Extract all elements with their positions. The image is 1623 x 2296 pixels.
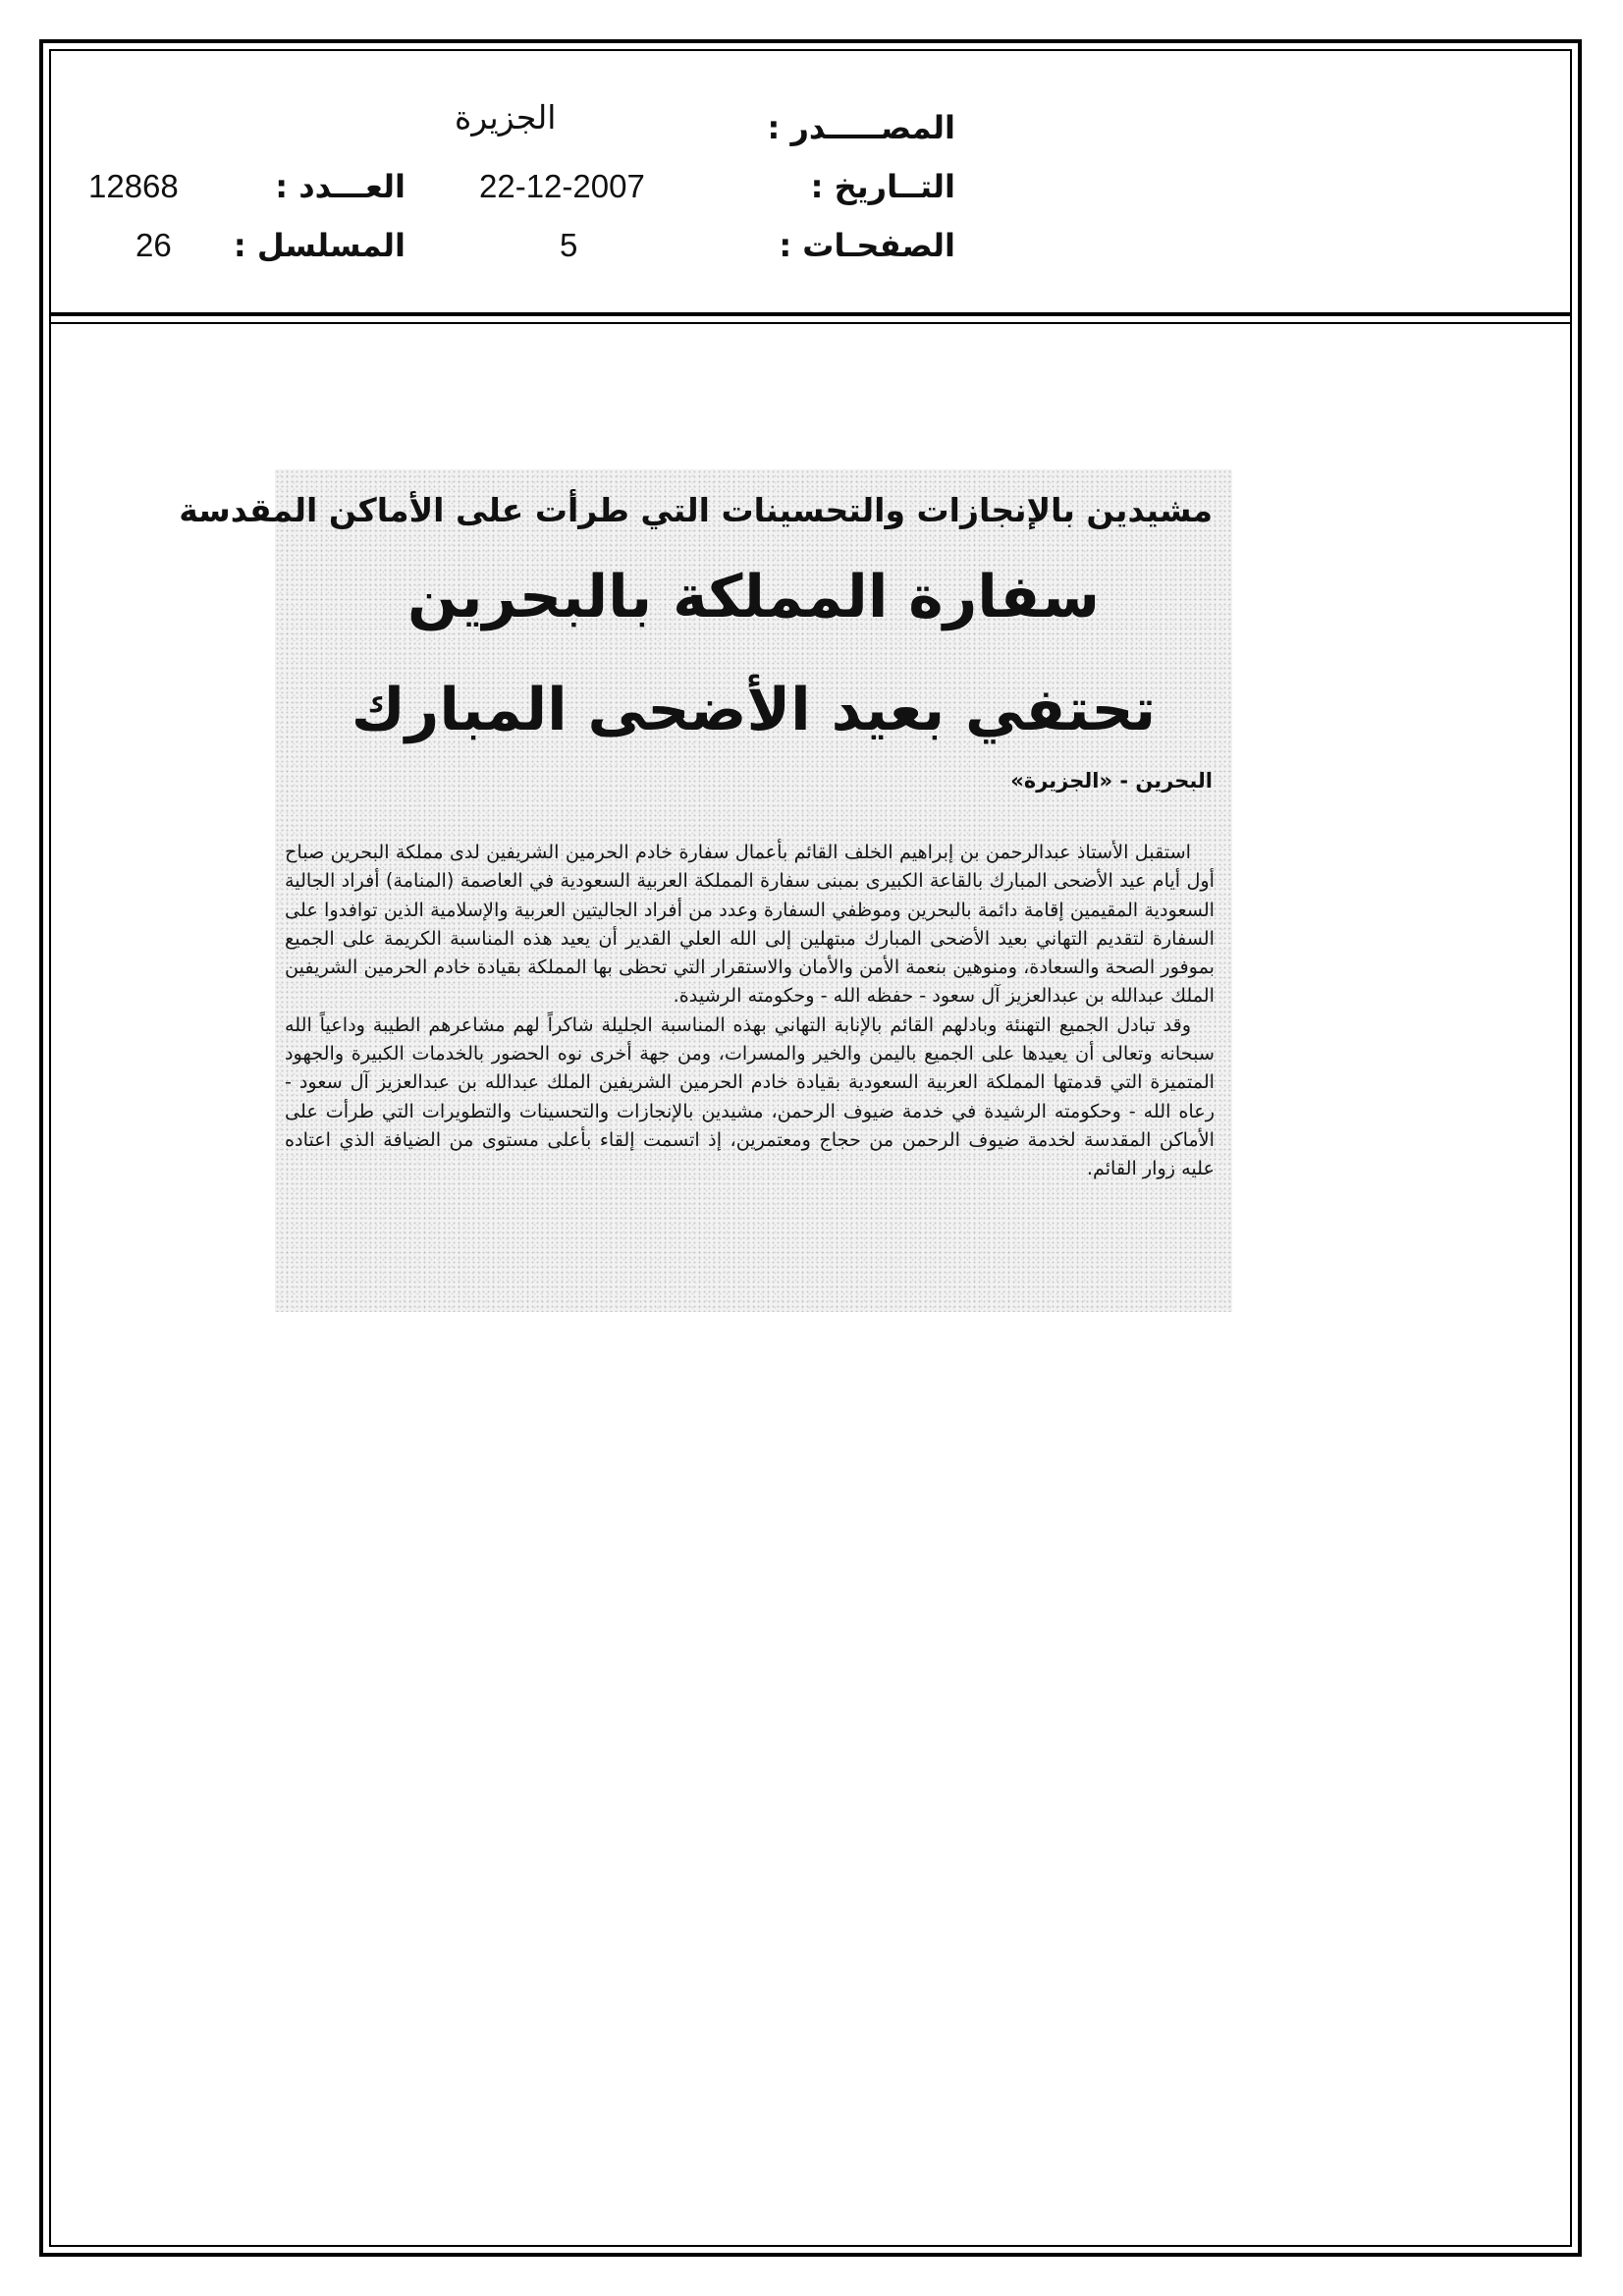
- source-label: المصـــــدر :: [767, 109, 955, 146]
- pages-value: 5: [560, 227, 578, 263]
- article-paragraph-1: استقبل الأستاذ عبدالرحمن بن إبراهيم الخلف القائم بأعمال سفارة خادم الحرمين الشريفين لدى مملكة البحرين صباح أول أيام عيد الأضحى المبارك بالقاعة الكبيرى بمبنى سفارة المملكة العربية السعودية في العاصمة (المنامة) أفراد الجالية السعودية المقيمين إقامة دائمة بالبحرين وموظفي السفارة وعدد من أفراد الجاليتين العربية والإسلامية الذين توافدوا على السفارة لتقديم التهاني بعيد الأضحى المبارك مبتهلين إلى الله العلي القدير أن يعيد هذه المناسبة الكريمة على الجميع بموفور الصحة والسعادة، ومنوهين بنعمة الأمن والأمان والاستقرار التي تحظى بها المملكة بقيادة خادم الحرمين الشريفين الملك عبدالله بن عبدالعزيز آل سعود - حفظه الله - وحكومته الرشيدة.: [285, 841, 1215, 1008]
- source-value: الجزيرة: [455, 99, 557, 136]
- header-divider: [49, 312, 1572, 316]
- article-paragraph-2: وقد تبادل الجميع التهنئة وبادلهم القائم بالإنابة التهاني بهذه المناسبة الجليلة شاكراً لهم مشاعرهم الطيبة وداعياً الله سبحانه وتعالى أن يعيدها على الجميع باليمن والخير والمسرات، ومن جهة أخرى نوه الحضور بالخدمات الكبيرة والجهود المتميزة التي قدمتها المملكة العربية السعودية بقيادة خادم الحرمين الشريفين الملك عبدالله بن عبدالعزيز آل سعود - رعاه الله - وحكومته الرشيدة في خدمة ضيوف الرحمن، مشيدين بالإنجازات والتحسينات والتطويرات التي طرأت على الأماكن المقدسة لخدمة ضيوف الرحمن من حجاج ومعتمرين، إذ اتسمت إلقاء بأعلى مستوى من الضيافة الذي اعتاده عليه زوار القائم.: [285, 1012, 1215, 1180]
- article-body: [285, 838, 1215, 1183]
- issue-label: العـــدد :: [275, 168, 406, 205]
- article-subheadline: مشيدين بالإنجازات والتحسينات التي طرأت على الأماكن المقدسة: [179, 491, 1213, 529]
- header-divider-thin: [49, 322, 1572, 324]
- newspaper-clipping: [179, 469, 1232, 1312]
- serial-value: 26: [135, 227, 172, 263]
- article-dateline: البحرين - «الجزيرة»: [1010, 769, 1213, 793]
- issue-value: 12868: [88, 168, 179, 204]
- article-headline-line1: سفارة المملكة بالبحرين: [407, 563, 1100, 631]
- pages-label: الصفحـات :: [779, 227, 955, 264]
- date-value: 22-12-2007: [479, 168, 645, 204]
- date-label: التــاريخ :: [810, 168, 955, 205]
- serial-label: المسلسل :: [233, 227, 406, 264]
- article-headline-line2: تحتفي بعيد الأضحى المبارك: [351, 676, 1157, 744]
